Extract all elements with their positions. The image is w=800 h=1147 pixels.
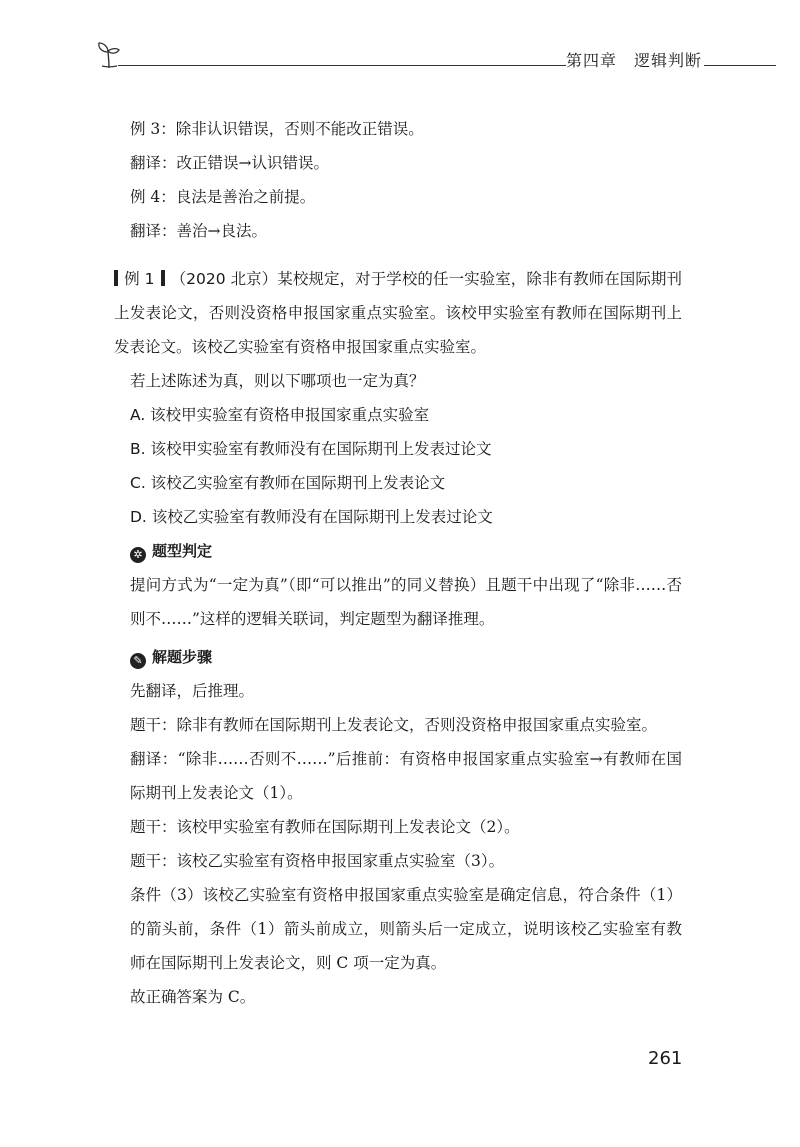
- steps-p2: 题干：除非有教师在国际期刊上发表论文，否则没资格申报国家重点实验室。: [130, 716, 658, 734]
- option-a: A. 该校甲实验室有资格申报国家重点实验室: [130, 406, 430, 424]
- steps-p3: 翻译：“除非……否则不……”后推前：有资格申报国家重点实验室→有教师在国际期刊上发表论文（1）。: [130, 750, 682, 802]
- option-c: C. 该校乙实验室有教师在国际期刊上发表论文: [130, 474, 446, 492]
- page-content: [114, 112, 682, 1014]
- steps-p6: 条件（3）该校乙实验室有资格申报国家重点实验室是确定信息，符合条件（1）的箭头前，条件（1）箭头前成立，则箭头后一定成立，说明该校乙实验室有教师在国际期刊上发表论文，则 C 项一定为真。: [130, 886, 682, 972]
- example-bar-right: [161, 270, 165, 286]
- section-steps-title: 解题步骤: [152, 648, 213, 666]
- translation-4-line: 翻译：善治→良法。: [130, 222, 267, 240]
- option-d: D. 该校乙实验室有教师没有在国际期刊上发表过论文: [130, 508, 493, 526]
- page-header: [96, 40, 776, 80]
- steps-icon: ✎: [130, 653, 146, 669]
- example-label: 例 1: [124, 270, 155, 288]
- section-type-heading: [130, 534, 682, 568]
- section-type-text: 提问方式为“一定为真”（即“可以推出”的同义替换）且题干中出现了“除非……否则不……”这样的逻辑关联词，判定题型为翻译推理。: [130, 576, 682, 628]
- example-text: （2020 北京）某校规定，对于学校的任一实验室，除非有教师在国际期刊上发表论文，否则没资格申报国家重点实验室。该校甲实验室有教师在国际期刊上发表论文。该校乙实验室有资格申报国家重点实验室。: [114, 270, 682, 356]
- gear-icon: ✲: [130, 547, 146, 563]
- steps-p5: 题干：该校乙实验室有资格申报国家重点实验室（3）。: [130, 852, 505, 870]
- translation-3-line: 翻译：改正错误→认识错误。: [130, 154, 329, 172]
- steps-p7: 故正确答案为 C。: [130, 988, 256, 1006]
- chapter-title: 第四章 逻辑判断: [566, 48, 700, 71]
- steps-p1: 先翻译，后推理。: [130, 682, 255, 700]
- example-1-stem: [114, 262, 682, 364]
- option-b: B. 该校甲实验室有教师没有在国际期刊上发表过论文: [130, 440, 492, 458]
- header-rule-right: [704, 65, 776, 66]
- example-bar-left: [114, 270, 118, 286]
- steps-p4: 题干：该校甲实验室有教师在国际期刊上发表论文（2）。: [130, 818, 520, 836]
- example-3-line: 例 3：除非认识错误，否则不能改正错误。: [130, 120, 424, 138]
- page-number: 261: [648, 1048, 683, 1069]
- section-steps-heading: [130, 640, 682, 674]
- example-4-line: 例 4：良法是善治之前提。: [130, 188, 316, 206]
- section-type-title: 题型判定: [152, 542, 213, 560]
- example-question: 若上述陈述为真，则以下哪项也一定为真？: [130, 372, 425, 390]
